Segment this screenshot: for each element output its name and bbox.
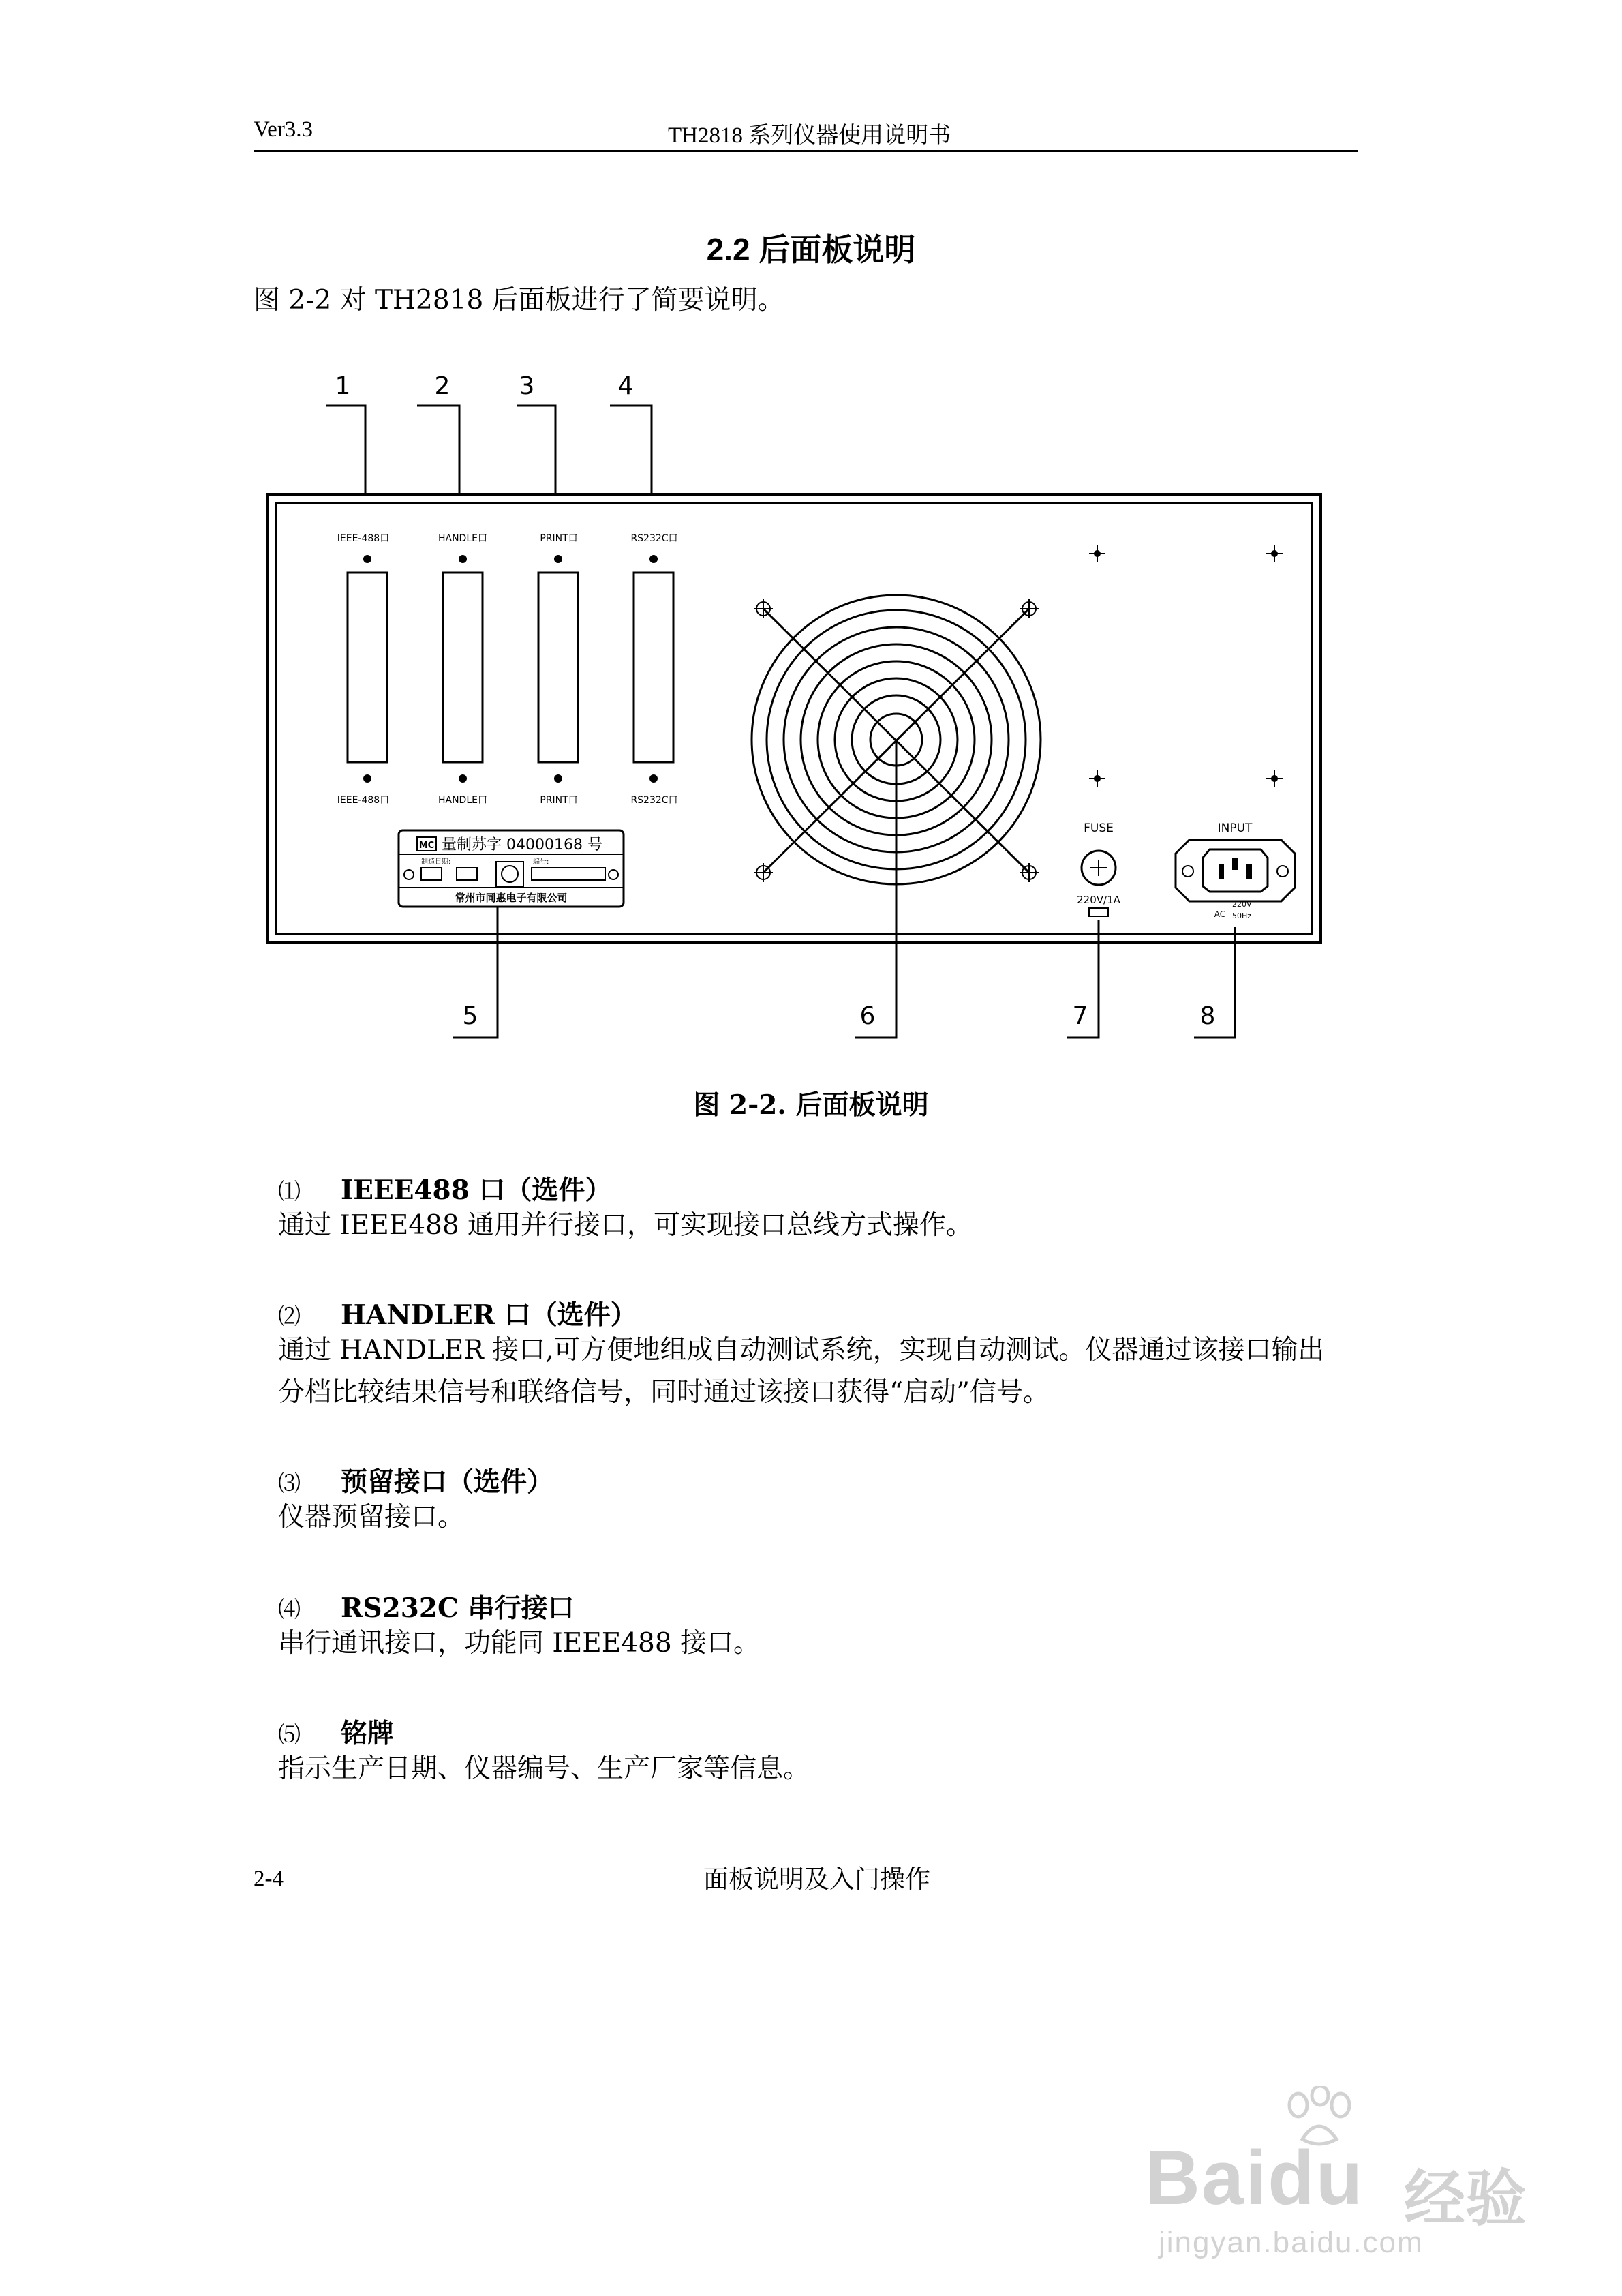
- panel-outline: [267, 494, 1321, 943]
- callout-8: 8: [1199, 1002, 1216, 1030]
- nameplate-serial-label: 编号:: [533, 858, 549, 866]
- item-4-number: ⑷: [278, 1596, 301, 1622]
- watermark-suffix: 经验: [1404, 2165, 1527, 2233]
- item-4-line-1: 串行通讯接口，功能同 IEEE488 接口。: [278, 1628, 761, 1659]
- item-3-number: ⑶: [278, 1470, 301, 1496]
- input-label: INPUT: [1217, 821, 1253, 835]
- ac-label: AC: [1214, 909, 1226, 919]
- item-5-number: ⑸: [278, 1721, 301, 1748]
- section-title: 2.2 后面板说明: [706, 232, 916, 267]
- item-2-title: HANDLER 口（选件）: [341, 1299, 637, 1331]
- footer-page-number: 2-4: [254, 1867, 284, 1891]
- power-input-socket: [1176, 821, 1295, 920]
- port-label-ieee-top: IEEE-488口: [337, 533, 390, 544]
- port-label-ieee-bottom: IEEE-488口: [337, 795, 390, 806]
- callout-4: 4: [617, 372, 634, 400]
- nameplate-maker: 常州市同惠电子有限公司: [455, 892, 568, 904]
- watermark-brand-2: du: [1268, 2135, 1364, 2220]
- figure-caption: 图 2-2. 后面板说明: [693, 1089, 929, 1121]
- port-connectors: [348, 573, 673, 762]
- item-4-title: RS232C 串行接口: [341, 1592, 575, 1624]
- item-2-line-2: 分档比较结果信号和联络信号，同时通过该接口获得“启动”信号。: [278, 1377, 1050, 1408]
- nameplate: [399, 830, 624, 907]
- port-label-rs232-bottom: RS232C口: [630, 795, 678, 806]
- callout-7: 7: [1072, 1002, 1088, 1030]
- item-2-heading: [278, 1294, 637, 1332]
- item-1-line-1: 通过 IEEE488 通用并行接口，可实现接口总线方式操作。: [278, 1210, 973, 1241]
- item-2-number: ⑵: [278, 1303, 301, 1329]
- voltage-label: 220V: [1232, 900, 1252, 909]
- mounting-screws: [1089, 545, 1283, 787]
- fuse-label: FUSE: [1084, 821, 1114, 835]
- section-intro: 图 2-2 对 TH2818 后面板进行了简要说明。: [254, 285, 784, 316]
- nameplate-serial-value: — —: [557, 870, 579, 880]
- baidu-watermark: [1131, 2086, 1567, 2263]
- nameplate-date-label: 制造日期:: [421, 858, 451, 866]
- item-5-title: 铭牌: [341, 1718, 395, 1749]
- callout-3: 3: [519, 372, 535, 400]
- fuse-rating: 220V/1A: [1077, 894, 1120, 906]
- callout-5: 5: [462, 1002, 478, 1030]
- item-1-heading: [278, 1169, 611, 1207]
- port-label-handle-top: HANDLE口: [438, 533, 488, 544]
- bottom-leader-lines: [453, 740, 1235, 1038]
- port-label-print-top: PRINT口: [540, 533, 578, 544]
- item-1-title: IEEE488 口（选件）: [341, 1175, 612, 1206]
- header-version: Ver3.3: [254, 117, 313, 142]
- callout-2: 2: [434, 372, 450, 400]
- item-1-number: ⑴: [278, 1178, 301, 1205]
- top-leader-lines: [326, 406, 652, 494]
- item-5-line-1: 指示生产日期、仪器编号、生产厂家等信息。: [278, 1753, 810, 1784]
- nameplate-license: 量制苏字 04000168 号: [442, 836, 602, 854]
- port-label-handle-bottom: HANDLE口: [438, 795, 488, 806]
- footer-chapter: 面板说明及入门操作: [703, 1864, 930, 1894]
- header-doc-title: TH2818 系列仪器使用说明书: [668, 123, 951, 148]
- fuse-holder: [1077, 821, 1120, 916]
- connector-screws: [364, 556, 657, 782]
- callout-1: 1: [335, 372, 351, 400]
- callout-6: 6: [859, 1002, 876, 1030]
- item-3-line-1: 仪器预留接口。: [278, 1502, 465, 1532]
- nameplate-logo: MC: [418, 841, 435, 851]
- item-5-heading: [278, 1712, 394, 1751]
- port-label-print-bottom: PRINT口: [540, 795, 578, 806]
- rear-panel-figure: [0, 0, 1622, 1091]
- watermark-url: jingyan.baidu.com: [1159, 2226, 1424, 2259]
- port-label-rs232-top: RS232C口: [630, 533, 678, 544]
- frequency-label: 50Hz: [1232, 911, 1252, 920]
- item-3-heading: [278, 1461, 553, 1499]
- item-2-line-1: 通过 HANDLER 接口,可方便地组成自动测试系统，实现自动测试。仪器通过该接口输出: [278, 1335, 1325, 1365]
- item-3-title: 预留接口（选件）: [341, 1466, 554, 1498]
- watermark-brand: Bai: [1145, 2135, 1268, 2220]
- item-4-heading: [278, 1587, 575, 1625]
